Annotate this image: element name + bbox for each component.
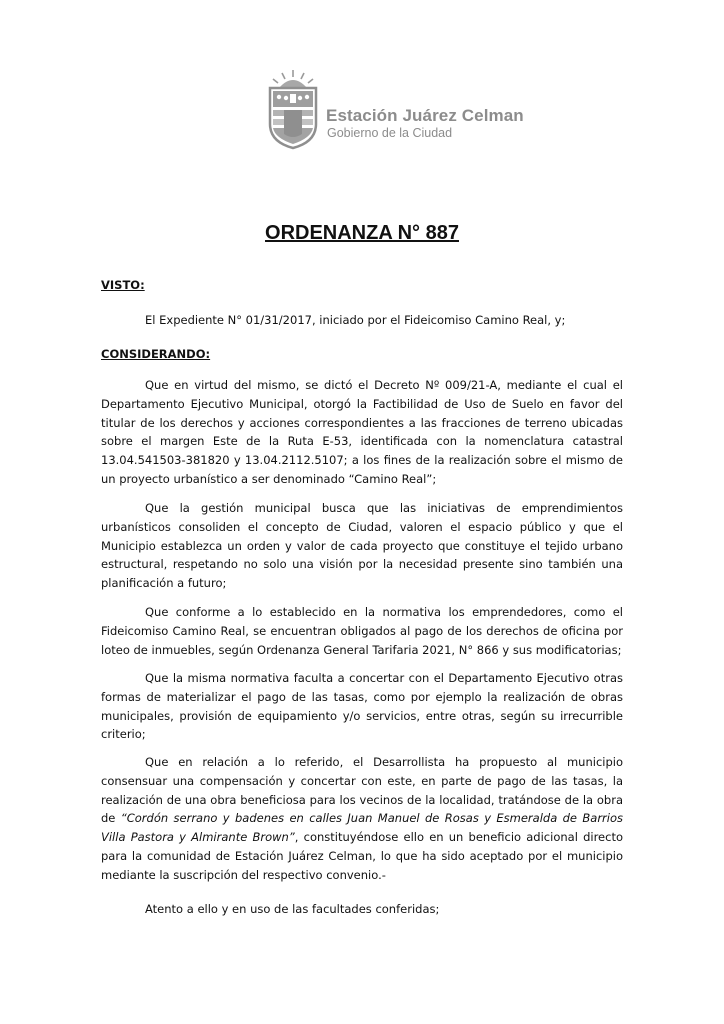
visto-text: El Expediente N° 01/31/2017, iniciado por el Fideicomiso Camino Real, y; bbox=[145, 313, 566, 327]
considerando-heading: CONSIDERANDO: bbox=[101, 347, 211, 361]
paragraph-5-text-b: , constituyéndose ello en un beneficio adicional directo para la comunidad de Estación Juárez Celman, lo que ha sido aceptado por el municipio mediante la suscripción del respectivo convenio.- bbox=[101, 830, 623, 882]
paragraph-4-text: Que la misma normativa faculta a concertar con el Departamento Ejecutivo otras formas de materializar el pago de las tasas, como por ejemplo la realización de obras municipales, provisión de equipamiento y/o servicios, entre otras, según su irrecurrible criterio; bbox=[101, 671, 623, 742]
considerando-paragraph-4 bbox=[101, 669, 623, 744]
organization-name: Estación Juárez Celman bbox=[326, 106, 524, 125]
paragraph-3-text: Que conforme a lo establecido en la normativa los emprendedores, como el Fideicomiso Camino Real, se encuentran obligados al pago de los derechos de oficina por loteo de inmuebles, según Ordenanza General Tarifaria 2021, N° 866 y sus modificatorias; bbox=[101, 605, 623, 657]
municipal-logo bbox=[262, 68, 524, 150]
paragraph-5-text-a: Que en relación a lo referido, el Desarrollista ha propuesto al municipio consensuar una compensación y concertar con este, en parte de pago de las tasas, la realización de una obra beneficiosa para los vecinos de la localidad, tratándose de la obra de bbox=[101, 755, 623, 826]
visto-paragraph bbox=[101, 311, 623, 330]
paragraph-2-text: Que la gestión municipal busca que las iniciativas de emprendimientos urbanísticos consoliden el concepto de Ciudad, valoren el espacio público y que el Municipio establezca un orden y valor de cada proyecto que constituye el tejido urbano estructural, respetando no solo una visión por la necesidad presente sino también una planificación a futuro; bbox=[101, 501, 623, 591]
considerando-paragraph-6 bbox=[101, 900, 623, 919]
coat-of-arms-icon bbox=[262, 68, 324, 150]
paragraph-6-text: Atento a ello y en uso de las facultades conferidas; bbox=[145, 902, 440, 916]
considerando-paragraph-1 bbox=[101, 376, 623, 489]
considerando-paragraph-5 bbox=[101, 753, 623, 885]
paragraph-5-italic-work: “Cordón serrano y badenes en calles Juan Manuel de Rosas y Esmeralda de Barrios Villa Pastora y Almirante Brown” bbox=[101, 811, 624, 845]
considerando-paragraph-3 bbox=[101, 603, 623, 659]
visto-heading: VISTO: bbox=[101, 278, 145, 292]
paragraph-1-text: Que en virtud del mismo, se dictó el Decreto Nº 009/21-A, mediante el cual el Departamento Ejecutivo Municipal, otorgó la Factibilidad de Uso de Suelo en favor del titular de los derechos y acciones correspondientes a las fracciones de terreno ubicadas sobre el margen Este de la Ruta E-53, identificada con la nomenclatura catastral 13.04.541503-381820 y 13.04.2112.5107; a los fines de la realización sobre el mismo de un proyecto urbanístico a ser denominado “Camino Real”; bbox=[101, 378, 623, 486]
document-title: ORDENANZA N° 887 bbox=[265, 222, 459, 244]
considerando-paragraph-2 bbox=[101, 499, 623, 593]
organization-subtitle: Gobierno de la Ciudad bbox=[327, 126, 453, 140]
